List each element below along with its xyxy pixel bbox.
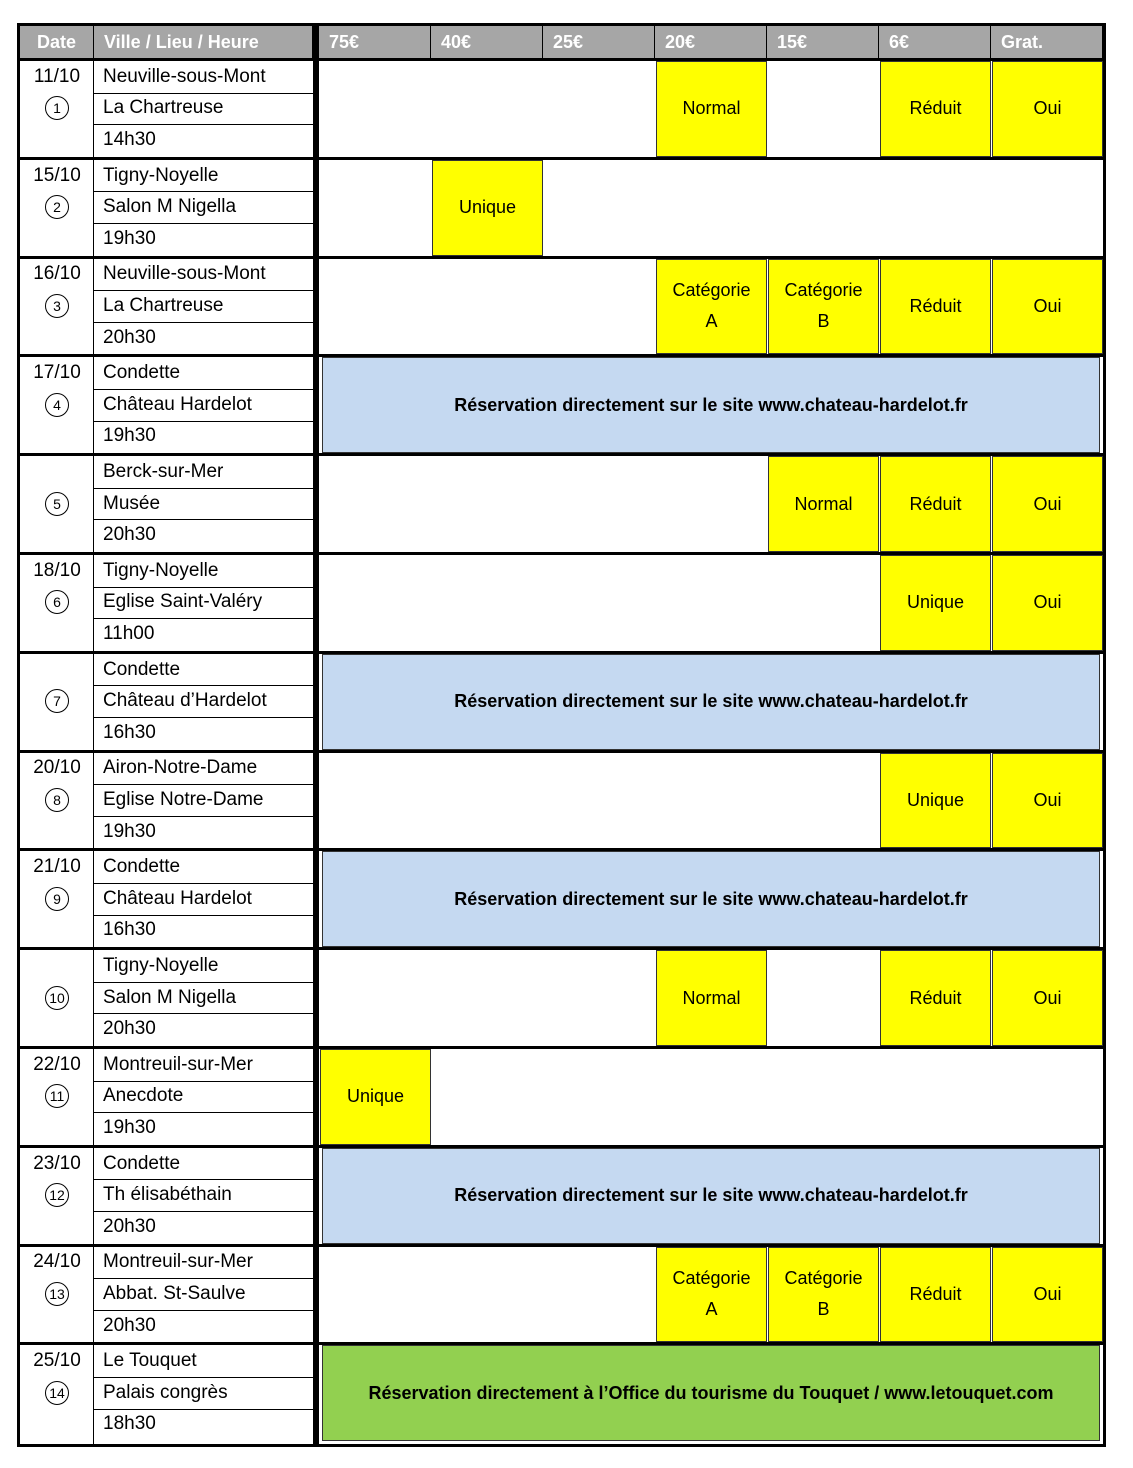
event-city: Condette (103, 658, 181, 680)
price-cell: Normal (656, 950, 767, 1046)
event-city: Condette (103, 1152, 181, 1174)
event-city: Tigny-Noyelle (103, 954, 219, 976)
event-city: Airon-Notre-Dame (103, 757, 258, 779)
event-venue: Eglise Notre-Dame (103, 788, 264, 810)
header-price-1: 40€ (431, 26, 543, 58)
price-cell: Unique (880, 753, 991, 849)
event-number (20, 1278, 94, 1310)
event-venue: Salon M Nigella (103, 986, 237, 1008)
event-number (20, 191, 94, 223)
event-number-badge: 7 (45, 689, 69, 713)
price-cell: Réduit (880, 259, 991, 355)
price-cell: Oui (992, 753, 1103, 849)
event-date (20, 654, 94, 686)
header-place: Ville / Lieu / Heure (94, 26, 313, 58)
reservation-banner: Réservation directement sur le site www.chateau-hardelot.fr (322, 1148, 1100, 1244)
event-time: 16h30 (103, 919, 156, 941)
event-time: 16h30 (103, 721, 156, 743)
event-number-badge: 4 (45, 393, 69, 417)
price-cell: Normal (768, 456, 879, 552)
event-venue: Château d’Hardelot (103, 690, 267, 712)
event-venue: Musée (103, 492, 161, 514)
event-number-badge: 2 (45, 195, 69, 219)
event-number-badge: 6 (45, 590, 69, 614)
reservation-banner: Réservation directement à l’Office du tourisme du Touquet / www.letouquet.com (322, 1345, 1100, 1441)
event-venue: Château Hardelot (103, 393, 252, 415)
event-date (20, 950, 94, 982)
price-cell: Catégorie A (656, 259, 767, 355)
event-number (20, 1179, 94, 1211)
event-time: 19h30 (103, 1116, 156, 1138)
event-venue: Palais congrès (103, 1381, 228, 1403)
event-date (20, 456, 94, 488)
event-number (20, 587, 94, 619)
event-number (20, 883, 94, 915)
header-price-2: 25€ (543, 26, 655, 58)
reservation-banner: Réservation directement sur le site www.chateau-hardelot.fr (322, 851, 1100, 947)
price-cell: Catégorie B (768, 259, 879, 355)
column-separator (313, 23, 319, 1447)
price-cell: Oui (992, 555, 1103, 651)
event-city: Montreuil-sur-Mer (103, 1053, 253, 1075)
event-number (20, 1081, 94, 1113)
event-date: 17/10 (33, 362, 81, 384)
price-cell: Catégorie B (768, 1247, 879, 1343)
event-date: 16/10 (33, 263, 81, 285)
event-number-badge: 14 (45, 1381, 69, 1405)
event-city: Montreuil-sur-Mer (103, 1251, 253, 1273)
event-date: 15/10 (33, 164, 81, 186)
event-number (20, 1377, 94, 1409)
event-date: 21/10 (33, 856, 81, 878)
event-number-badge: 3 (45, 294, 69, 318)
event-time: 20h30 (103, 1215, 156, 1237)
price-cell: Oui (992, 950, 1103, 1046)
event-number (20, 389, 94, 421)
event-number-badge: 12 (45, 1183, 69, 1207)
price-cell: Oui (992, 456, 1103, 552)
event-time: 19h30 (103, 425, 156, 447)
event-date: 23/10 (33, 1152, 81, 1174)
event-time: 14h30 (103, 128, 156, 150)
event-venue: Salon M Nigella (103, 196, 237, 218)
event-venue: Château Hardelot (103, 887, 252, 909)
header-price-4: 15€ (767, 26, 879, 58)
event-number-badge: 1 (45, 96, 69, 120)
event-city: Neuville-sous-Mont (103, 65, 266, 87)
event-number-badge: 10 (45, 986, 69, 1010)
event-city: Condette (103, 856, 181, 878)
event-time: 20h30 (103, 524, 156, 546)
event-venue: Abbat. St-Saulve (103, 1282, 246, 1304)
header-price-5: 6€ (879, 26, 991, 58)
event-city: Tigny-Noyelle (103, 559, 219, 581)
event-number (20, 488, 94, 520)
event-venue: La Chartreuse (103, 97, 224, 119)
event-city: Le Touquet (103, 1350, 197, 1372)
header-price-3: 20€ (655, 26, 767, 58)
reservation-banner: Réservation directement sur le site www.chateau-hardelot.fr (322, 357, 1100, 453)
event-city: Tigny-Noyelle (103, 164, 219, 186)
event-number-badge: 8 (45, 788, 69, 812)
event-number (20, 982, 94, 1014)
price-cell: Réduit (880, 456, 991, 552)
header-price-6: Grat. (991, 26, 1103, 58)
event-venue: La Chartreuse (103, 294, 224, 316)
event-city: Berck-sur-Mer (103, 460, 224, 482)
price-cell: Réduit (880, 61, 991, 157)
event-number-badge: 9 (45, 887, 69, 911)
price-cell: Oui (992, 61, 1103, 157)
price-cell: Oui (992, 259, 1103, 355)
price-cell: Catégorie A (656, 1247, 767, 1343)
header-date: Date (20, 26, 94, 58)
price-cell: Oui (992, 1247, 1103, 1343)
event-date: 22/10 (33, 1053, 81, 1075)
header-price-0: 75€ (319, 26, 431, 58)
event-time: 18h30 (103, 1413, 156, 1435)
event-date: 11/10 (33, 65, 81, 87)
event-venue: Th élisabéthain (103, 1184, 232, 1206)
price-cell: Réduit (880, 950, 991, 1046)
event-number (20, 784, 94, 816)
event-time: 11h00 (103, 622, 155, 644)
event-time: 20h30 (103, 326, 156, 348)
event-time: 19h30 (103, 227, 156, 249)
event-date: 24/10 (33, 1251, 81, 1273)
event-number (20, 685, 94, 717)
event-date: 18/10 (33, 559, 81, 581)
price-cell: Unique (880, 555, 991, 651)
price-cell: Réduit (880, 1247, 991, 1343)
event-date: 20/10 (33, 757, 81, 779)
event-time: 20h30 (103, 1018, 156, 1040)
event-number-badge: 11 (45, 1084, 69, 1108)
event-number-badge: 13 (45, 1282, 69, 1306)
event-venue: Anecdote (103, 1085, 184, 1107)
event-city: Condette (103, 362, 181, 384)
event-city: Neuville-sous-Mont (103, 263, 266, 285)
price-cell: Normal (656, 61, 767, 157)
event-date: 25/10 (33, 1350, 81, 1372)
price-cell: Unique (432, 160, 543, 256)
event-number-badge: 5 (45, 492, 69, 516)
reservation-banner: Réservation directement sur le site www.chateau-hardelot.fr (322, 654, 1100, 750)
event-number (20, 290, 94, 322)
event-number (20, 93, 94, 125)
event-time: 19h30 (103, 820, 156, 842)
price-cell: Unique (320, 1049, 431, 1145)
event-venue: Eglise Saint-Valéry (103, 591, 263, 613)
event-time: 20h30 (103, 1314, 156, 1336)
